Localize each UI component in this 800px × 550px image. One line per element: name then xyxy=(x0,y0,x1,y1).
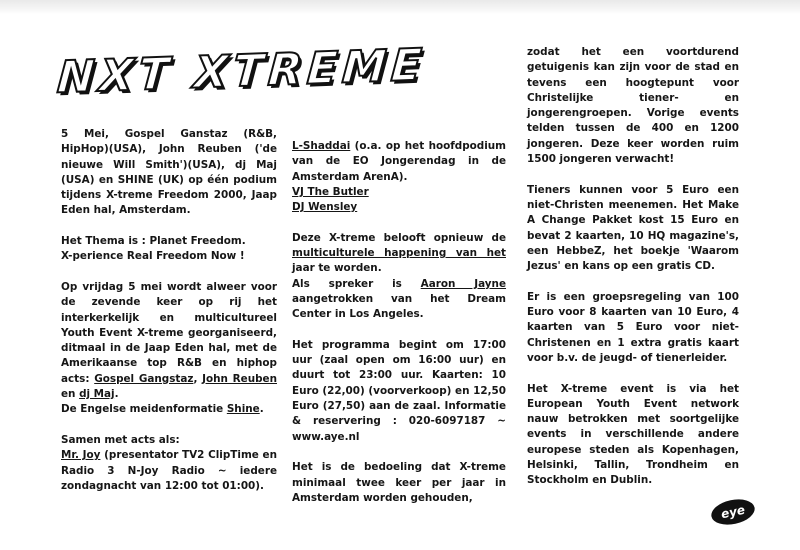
col2-paragraph-1 xyxy=(292,139,506,215)
col3-paragraph-1: zodat het een voortdurend getuigenis kan zijn voor de stad en tevens een hoogtepunt voor Christelijke tiener- en jongerengroepen. Vorige events telden tussen de 400 en 1200 jongeren. Deze keer worden ruim 1500 jongeren verwacht! xyxy=(527,46,739,166)
dj-maj-link: dj Maj xyxy=(79,388,115,401)
eye-logo-icon xyxy=(709,496,757,529)
column-2 xyxy=(292,139,506,506)
text-segment: Samen met acts als: xyxy=(61,433,180,446)
col2-paragraph-2 xyxy=(292,231,506,323)
col3-paragraph-2: Tieners kunnen voor 5 Euro een niet-Christen meenemen. Het Make A Change Pakket kost 15 Euro en bevat 2 kaarten, 10 HQ magazine's, een HebbeZ, het boekje 'Waarom Jezus' en kans op een gratis CD. xyxy=(527,183,739,273)
mr-joy-link: Mr. Joy xyxy=(61,449,101,462)
theme-line: Het Thema is : Planet Freedom. xyxy=(61,235,246,248)
text-segment: (o.a. op het hoofdpodium van de EO Jongerendag in de Amsterdam ArenA). xyxy=(292,140,506,183)
col1-paragraph-1: 5 Mei, Gospel Ganstaz (R&B, HipHop)(USA), John Reuben ('de nieuwe Will Smith')(USA), dj Maj (USA) en SHINE (UK) op één podium tijdens X-treme Freedom 2000, Jaap Eden hal, Amsterdam. xyxy=(61,128,277,217)
text-segment: . xyxy=(114,388,119,401)
text-segment: aangetrokken van het Dream Center in Los Angeles. xyxy=(292,292,506,321)
text-segment: en xyxy=(61,388,80,401)
aaron-jayne-link: Aaron Jayne xyxy=(420,277,507,290)
dj-wensley-link: DJ Wensley xyxy=(292,201,358,214)
multicultural-text: multiculturele happening van het xyxy=(292,247,506,260)
col3-paragraph-4: Het X-treme event is via het European Youth Event network nauw betrokken met soortgelijke events in verschillende andere europese steden als Kopenhagen, Helsinki, Tallin, Trondheim en Stockholm en Dublin. xyxy=(527,382,739,487)
shine-link: Shine xyxy=(226,403,260,416)
text-segment: Deze X-treme belooft opnieuw de xyxy=(292,231,506,244)
text-segment: , xyxy=(193,372,203,385)
text-segment: Op vrijdag 5 mei wordt alweer voor de zevende keer op rij het interkerkelijk en multicultureel Youth Event X-treme georganiseerd, ditmaal in de Jaap Eden hal, met de Amerikaanse top R&B en hiphop acts: xyxy=(61,280,277,385)
scan-top-band xyxy=(0,0,800,14)
john-reuben-link: John Reuben xyxy=(202,372,277,385)
theme-subline: X-perience Real Freedom Now ! xyxy=(61,250,245,263)
col2-paragraph-4: Het is de bedoeling dat X-treme minimaal twee keer per jaar in Amsterdam worden gehouden, xyxy=(292,461,506,504)
logo-text: eye xyxy=(719,502,747,522)
page-title: NXT XTREME xyxy=(55,39,429,104)
col1-paragraph-3 xyxy=(61,280,277,418)
text-segment: (presentator TV2 ClipTime en Radio 3 N-Joy Radio ~ iedere zondagnacht van 12:00 tot 01:00). xyxy=(61,449,277,492)
text-segment: De Engelse meidenformatie xyxy=(61,403,227,416)
text-segment: Als spreker is xyxy=(292,277,421,290)
text-segment: . xyxy=(259,403,264,416)
col3-paragraph-3: Er is een groepsregeling van 100 Euro voor 8 kaarten van 10 Euro, 4 kaarten van 5 Euro voor niet-Christenen en 1 extra gratis kaart voor b.v. de jeugd- of tienerleider. xyxy=(527,290,739,364)
text-segment: jaar te worden. xyxy=(292,262,382,275)
gospel-gangstaz-link: Gospel Gangstaz xyxy=(94,372,194,385)
column-1 xyxy=(61,127,277,494)
col1-paragraph-4 xyxy=(61,433,277,494)
l-shaddai-link: L-Shaddai xyxy=(292,140,351,152)
col1-paragraph-2 xyxy=(61,234,277,265)
col2-paragraph-3: Het programma begint om 17:00 uur (zaal open om 16:00 uur) en duurt tot 23:00 uur. Kaarten: 10 Euro (22,00) (voorverkoop) en 12,50 Euro (27,50) aan de zaal. Informatie & reservering : 020-6097187 ~ www.aye.nl xyxy=(292,338,506,443)
column-3 xyxy=(527,45,739,489)
vj-butler-link: VJ The Butler xyxy=(292,185,369,198)
